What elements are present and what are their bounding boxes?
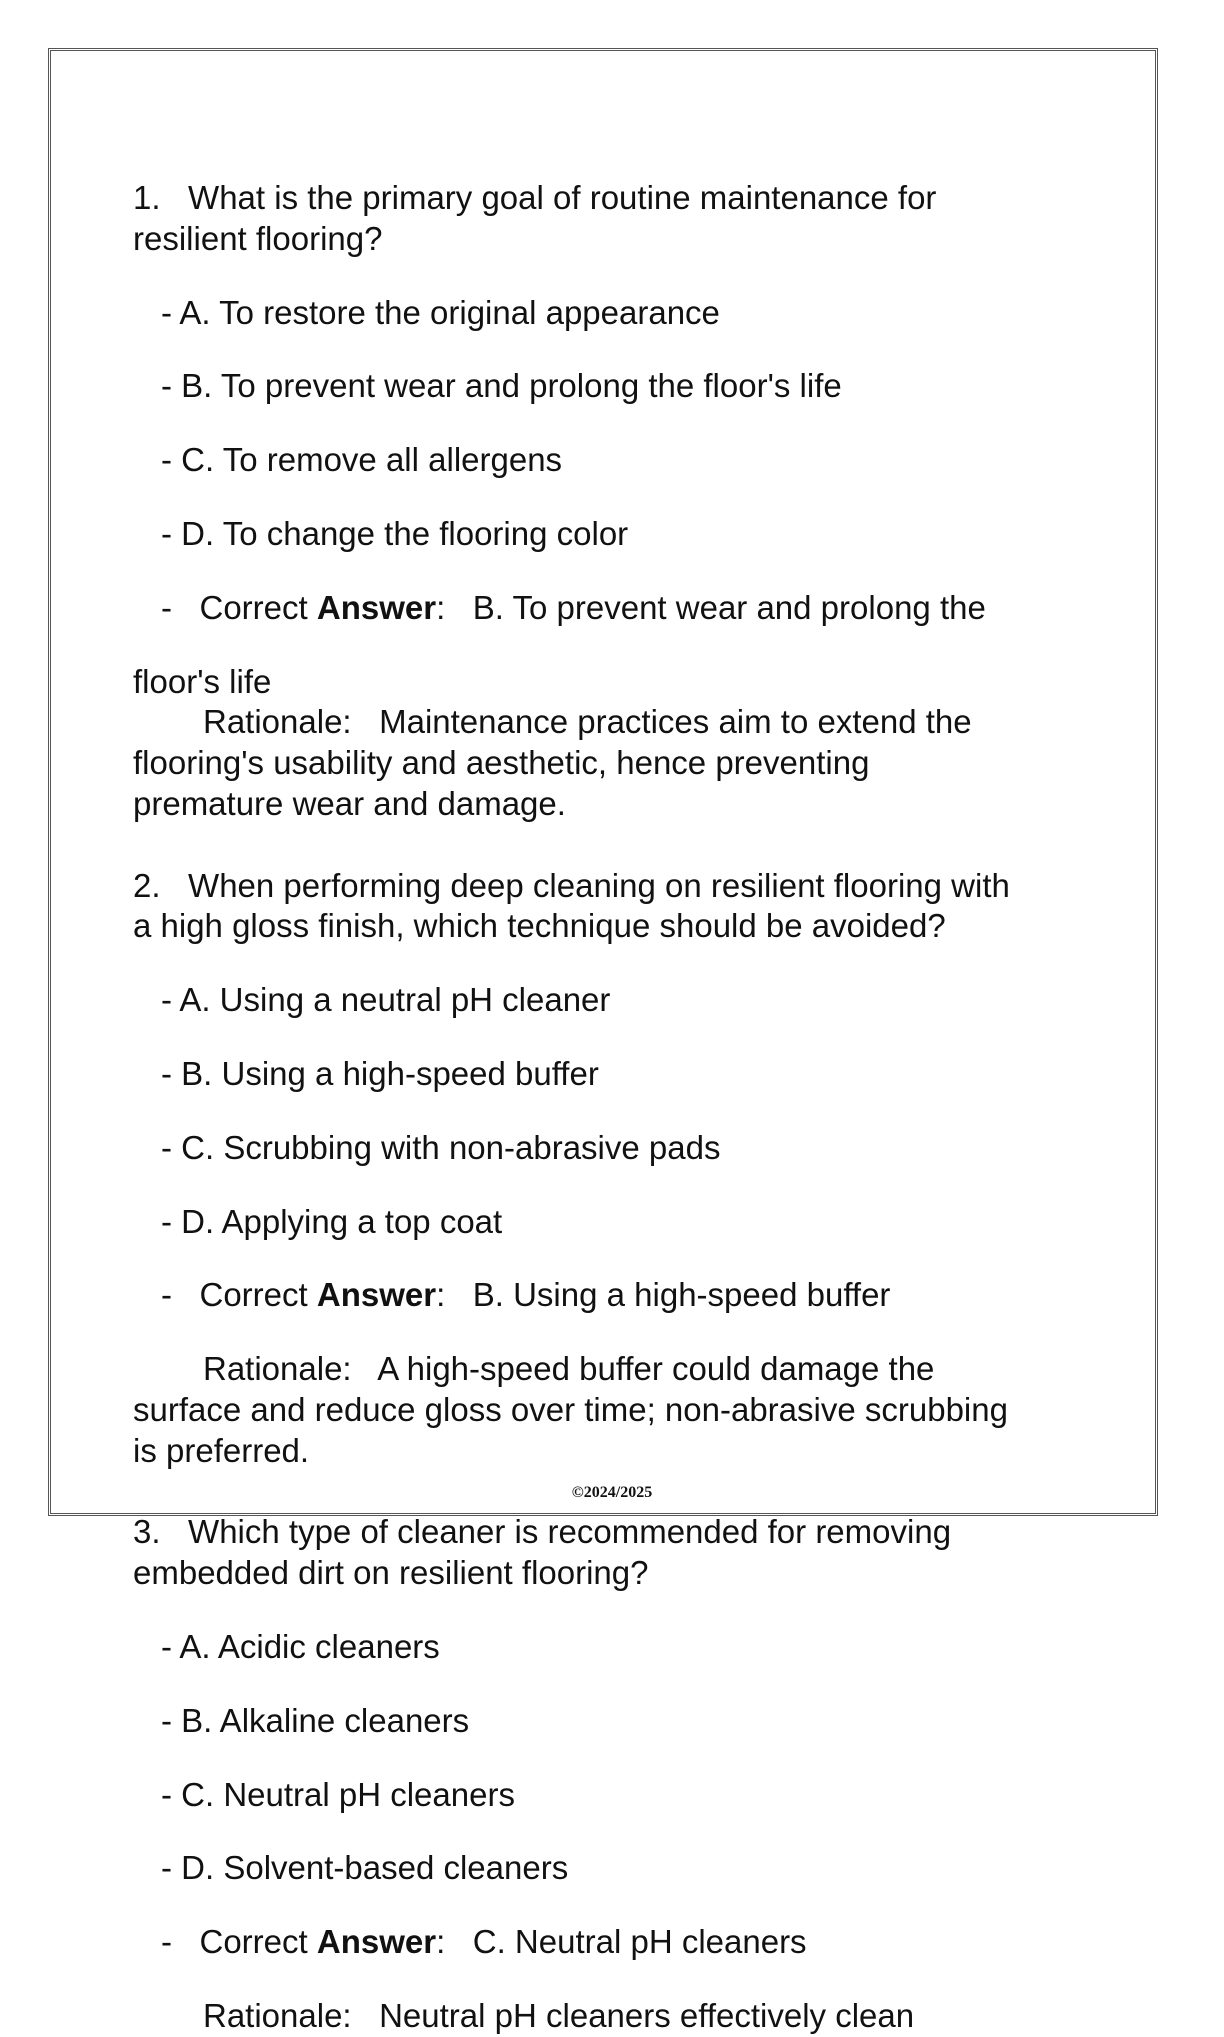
question-text-cont: embedded dirt on resilient flooring? <box>133 1554 649 1592</box>
rationale: Rationale: Maintenance practices aim to extend the <box>203 703 972 741</box>
question-number: 1. <box>133 179 161 216</box>
option-d: - D. Applying a top coat <box>161 1202 503 1240</box>
correct-answer-cont: floor's life <box>133 662 272 700</box>
option-d: - D. To change the flooring color <box>161 514 629 552</box>
rationale-cont: is preferred. <box>133 1431 310 1469</box>
spacer <box>133 825 1093 866</box>
correct-answer: - Correct Answer: B. To prevent wear and prolong the <box>161 588 986 626</box>
question-text: 3. Which type of cleaner is recommended for removing <box>133 1513 952 1551</box>
question-text-cont: a high gloss finish, which technique should be avoided? <box>133 907 946 945</box>
question-number: 2. <box>133 866 161 904</box>
answer-label: Answer <box>316 1923 437 1961</box>
question-block <box>133 866 1093 1472</box>
correct-answer: - Correct Answer: B. Using a high-speed buffer <box>161 1276 891 1314</box>
copyright-footer: ©2024/2025 <box>571 1484 653 1501</box>
option-b: - B. To prevent wear and prolong the floor's life <box>161 367 842 405</box>
correct-answer: - Correct Answer: C. Neutral pH cleaners <box>161 1923 807 1961</box>
option-a: - A. Acidic cleaners <box>161 1627 440 1665</box>
option-c: - C. Scrubbing with non-abrasive pads <box>161 1128 721 1166</box>
question-text: 1. What is the primary goal of routine maintenance for <box>133 179 937 216</box>
rationale-cont: surface and reduce gloss over time; non-abrasive scrubbing <box>133 1390 1008 1428</box>
question-text: 2. When performing deep cleaning on resilient flooring with <box>133 866 1010 904</box>
document-body <box>133 178 1093 2037</box>
option-a: - A. To restore the original appearance <box>161 293 720 331</box>
option-b: - B. Using a high-speed buffer <box>161 1054 599 1092</box>
option-c: - C. Neutral pH cleaners <box>161 1775 515 1813</box>
question-number: 3. <box>133 1513 161 1551</box>
option-a: - A. Using a neutral pH cleaner <box>161 981 611 1019</box>
option-c: - C. To remove all allergens <box>161 441 563 479</box>
option-d: - D. Solvent-based cleaners <box>161 1849 569 1887</box>
question-text-cont: resilient flooring? <box>133 219 383 257</box>
rationale: Rationale: A high-speed buffer could damage the <box>203 1350 935 1388</box>
rationale: Rationale: Neutral pH cleaners effectively clean <box>203 1996 915 2034</box>
rationale-cont: flooring's usability and aesthetic, hence preventing <box>133 744 870 782</box>
answer-label: Answer <box>316 1276 437 1314</box>
question-block <box>133 178 1093 825</box>
question-block <box>133 1512 1093 2036</box>
answer-label: Answer <box>316 588 437 626</box>
option-b: - B. Alkaline cleaners <box>161 1701 470 1739</box>
rationale-cont: premature wear and damage. <box>133 784 566 822</box>
